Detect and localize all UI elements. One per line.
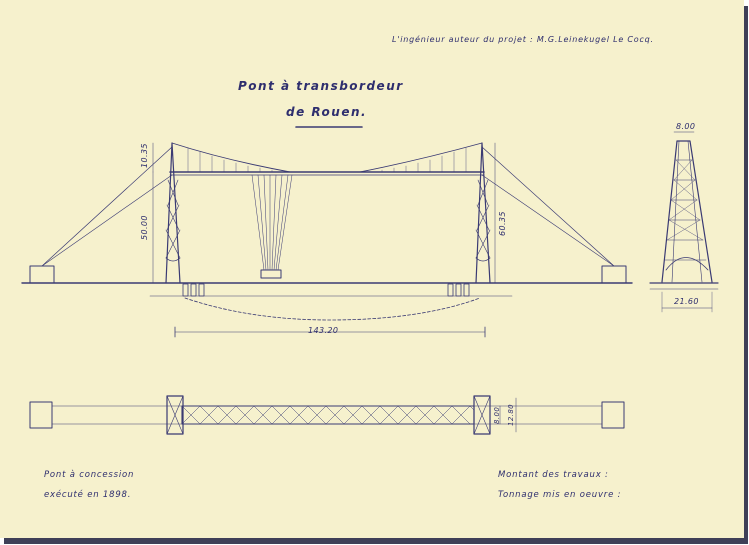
left-abutment [30, 266, 54, 283]
right-abutment [602, 266, 626, 283]
dim-tower-top: 10.35 [140, 143, 149, 168]
drawing-subtitle: de Rouen. [286, 105, 368, 119]
plan-deck [182, 406, 474, 424]
drawing-title: Pont à transbordeur [238, 79, 404, 93]
works-amount-note: Montant des travaux : [498, 470, 609, 480]
tonnage-note: Tonnage mis en oeuvre : [498, 490, 622, 500]
bridge-plan [30, 396, 624, 434]
plan-left-tower [167, 396, 183, 434]
left-tower [166, 143, 180, 283]
author-credit: L'ingénieur auteur du projet : M.G.Leinekugel Le Cocq. [392, 35, 654, 44]
right-tower [476, 143, 490, 283]
dim-tower-base-width: 21.60 [674, 297, 699, 306]
right-foundation [448, 284, 469, 296]
concession-note: Pont à concession [44, 470, 135, 480]
execution-note: exécuté en 1898. [44, 490, 132, 500]
dim-tower-height-right: 60.35 [498, 211, 507, 236]
plan-left-abutment [30, 402, 52, 428]
plan-right-abutment [602, 402, 624, 428]
dim-deck-width-outer: 12.80 [507, 403, 515, 426]
bridge-elevation [22, 143, 632, 337]
tower-side-view [650, 132, 718, 312]
dim-tower-height-left: 50.00 [140, 215, 149, 240]
plan-right-tower [474, 396, 490, 434]
dim-deck-width-inner: 8.00 [493, 406, 501, 424]
dim-tower-head-width: 8.00 [676, 122, 696, 131]
left-foundation [183, 284, 204, 296]
gondola [252, 175, 292, 278]
dim-span: 143.20 [308, 326, 339, 335]
